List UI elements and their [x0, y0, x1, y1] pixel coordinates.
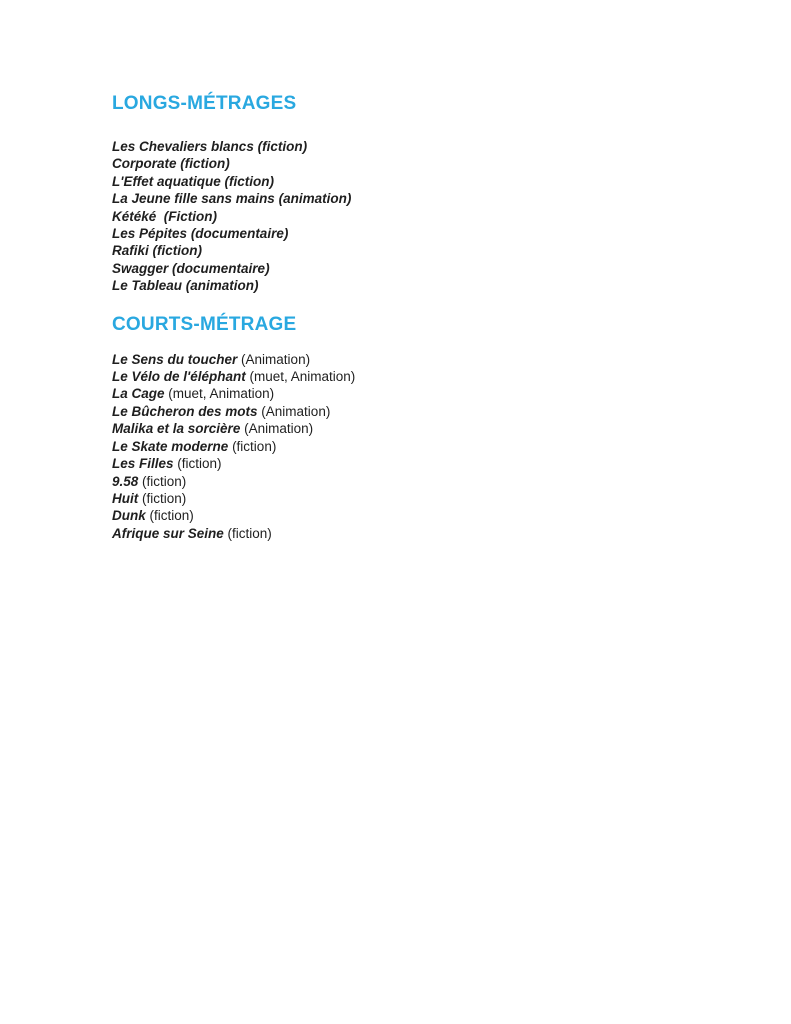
film-note: (fiction)	[142, 490, 187, 506]
film-item	[112, 420, 672, 437]
film-item	[112, 507, 672, 524]
film-title: Corporate	[112, 156, 177, 172]
film-item	[112, 403, 672, 420]
film-note: (fiction)	[257, 139, 308, 154]
film-item	[112, 155, 672, 172]
film-title: Le Skate moderne	[112, 438, 229, 454]
film-title: Le Sens du toucher	[112, 351, 238, 367]
film-title: Dunk	[112, 508, 146, 524]
section-heading-courts-metrage: COURTS-MÉTRAGE	[112, 313, 297, 335]
film-list-longs-metrages	[112, 138, 672, 295]
film-note: (Animation)	[241, 351, 311, 367]
film-item	[112, 438, 672, 455]
film-note: (fiction)	[224, 173, 274, 189]
film-item	[112, 455, 672, 472]
film-note: (documentaire)	[172, 260, 270, 276]
film-item	[112, 173, 672, 190]
film-title: Kétéké	[112, 208, 161, 224]
film-item	[112, 225, 672, 242]
film-note: (fiction)	[232, 438, 277, 454]
film-item	[112, 473, 672, 490]
film-note: (fiction)	[180, 156, 230, 172]
film-note: (Animation)	[244, 421, 314, 437]
film-title: Malika et la sorcière	[112, 421, 241, 437]
film-item	[112, 260, 672, 277]
film-note: (animation)	[278, 191, 352, 207]
film-title: Le Bûcheron des mots	[112, 403, 258, 419]
film-title: Le Vélo de l'éléphant	[112, 369, 246, 385]
film-item	[112, 351, 672, 368]
film-note: (Fiction)	[163, 208, 218, 224]
film-list-courts-metrage	[112, 351, 672, 542]
film-note: (muet, Animation)	[168, 386, 275, 402]
section-longs-metrages	[112, 94, 672, 295]
film-note: (fiction)	[149, 508, 194, 524]
film-note: (fiction)	[142, 473, 187, 489]
film-item	[112, 277, 672, 294]
film-programme	[112, 94, 672, 542]
film-title: Les Chevaliers blancs	[112, 139, 254, 154]
film-title: L'Effet aquatique	[112, 173, 221, 189]
film-note: (fiction)	[227, 525, 272, 541]
film-title: Afrique sur Seine	[112, 525, 224, 541]
film-title: 9.58	[112, 473, 139, 489]
film-title: Les Filles	[112, 456, 174, 472]
film-note: (animation)	[185, 278, 259, 294]
film-note: (muet, Animation)	[249, 369, 356, 385]
film-title: Huit	[112, 490, 139, 506]
film-item	[112, 208, 672, 225]
film-item	[112, 242, 672, 259]
film-note: (fiction)	[152, 243, 203, 259]
film-title: Swagger	[112, 260, 169, 276]
film-item	[112, 490, 672, 507]
film-title: La Jeune fille sans mains	[112, 191, 275, 207]
film-note: (documentaire)	[190, 226, 289, 242]
film-item	[112, 368, 672, 385]
film-item	[112, 525, 672, 542]
section-heading-longs-metrages: LONGS-MÉTRAGES	[112, 93, 297, 114]
film-note: (Animation)	[261, 403, 331, 419]
film-title: Le Tableau	[112, 278, 183, 294]
film-item	[112, 138, 672, 155]
film-item	[112, 190, 672, 207]
section-courts-metrage	[112, 315, 672, 542]
film-title: Rafiki	[112, 243, 149, 259]
film-note: (fiction)	[177, 456, 222, 472]
film-title: Les Pépites	[112, 226, 188, 242]
film-title: La Cage	[112, 386, 165, 402]
film-item	[112, 385, 672, 402]
